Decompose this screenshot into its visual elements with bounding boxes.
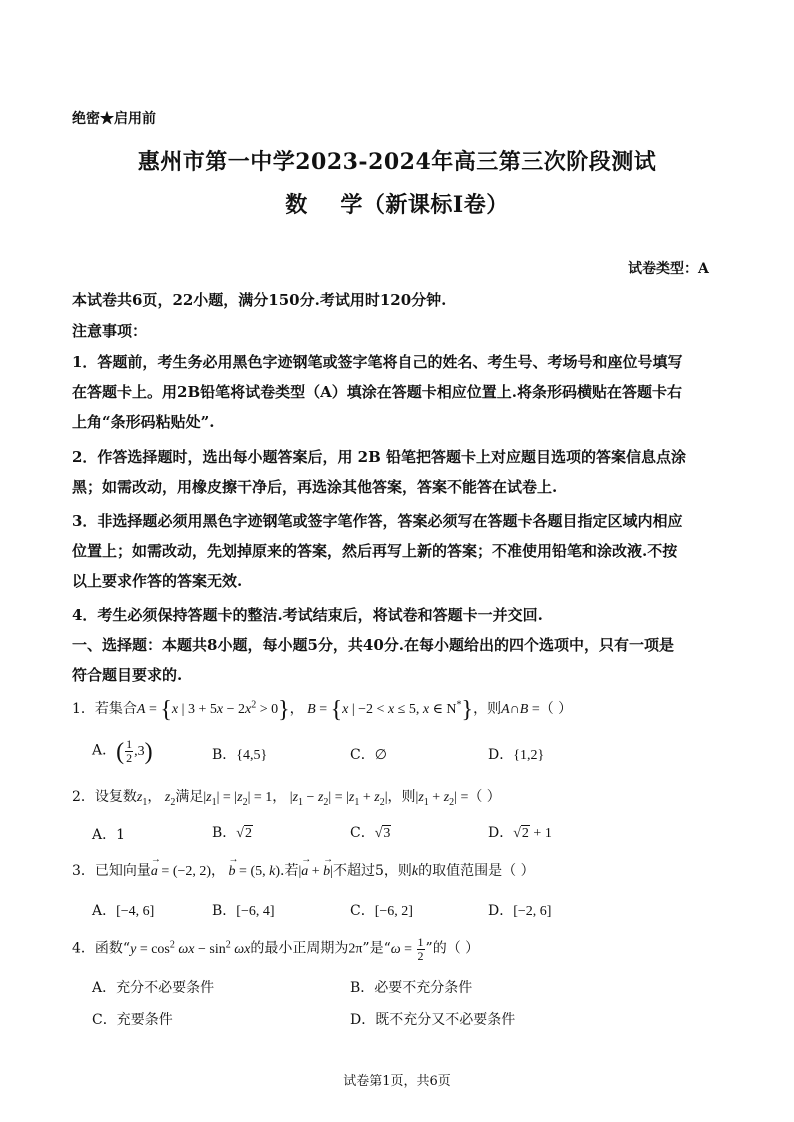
q1-set-b: B = {x | −2 < x ≤ 5, x ∈ N*} xyxy=(307,697,474,723)
q3-k: k xyxy=(411,864,419,879)
q2-z1: $z_1$ xyxy=(136,790,148,808)
q1-text-1: 若集合 xyxy=(94,701,137,718)
q2-z2: $z_2$ xyxy=(164,790,176,808)
q2-text-1: 设复数 xyxy=(94,789,137,805)
q2-option-b[interactable]: B．√2 xyxy=(212,825,252,841)
q3-text-4: 不超过5，则 xyxy=(332,863,412,879)
paper-title: 惠州市第一中学2023-2024年高三第三次阶段测试 xyxy=(137,149,657,175)
q3-option-b[interactable]: B．[−6, 4] xyxy=(212,903,275,919)
q1-option-b[interactable]: B．{4,5} xyxy=(212,747,268,763)
notice-4: 4．考生必须保持答题卡的整洁.考试结束后，将试卷和答题卡一并交回. xyxy=(72,606,543,624)
notice-2-line-2: 黑；如需改动，用橡皮擦干净后，再选涂其他答案，答案不能答在试卷上. xyxy=(72,478,558,496)
q2-text-2: ， xyxy=(147,789,162,805)
q1-expr: A∩B = xyxy=(501,702,540,718)
q1-option-a[interactable]: A．( $\frac{1}{2}$ ,3) xyxy=(92,737,153,765)
q3-text-3: .若 xyxy=(280,863,299,879)
q4-option-b[interactable]: B．必要不充分条件 xyxy=(350,980,473,996)
q1-text-3: ，则 xyxy=(473,701,502,718)
q4-option-a[interactable]: A．充分不必要条件 xyxy=(92,980,215,996)
q2-option-c[interactable]: C．√3 xyxy=(350,825,391,841)
q2-option-d[interactable]: D．√2 + 1 xyxy=(488,825,552,841)
question-2 xyxy=(72,786,501,808)
secret-label: 绝密★启用前 xyxy=(72,111,156,127)
notice-3-line-1: 3．非选择题必须用黑色字迹钢笔或签字笔作答，答案必须写在答题卡各题目指定区域内相应 xyxy=(72,512,683,530)
paper-type: 试卷类型：A xyxy=(628,261,709,277)
q4-option-c[interactable]: C．充要条件 xyxy=(92,1012,173,1028)
q3-text-2: ， xyxy=(211,863,226,879)
q4-text-1: 函数“ xyxy=(94,940,131,957)
q2-text-5: ，则 xyxy=(387,789,416,805)
q1-num: 1． xyxy=(72,701,95,718)
q4-num: 4． xyxy=(72,940,95,957)
q4-omega: ω = $\frac{1}{2}$ xyxy=(390,935,424,963)
notice-2-line-1: 2．作答选择题时，选出每小题答案后，用 2B 铅笔把答题卡上对应题目选项的答案信息点涂 xyxy=(72,448,687,466)
q3-text-5: 的取值范围是（ ） xyxy=(418,863,535,879)
notice-3-line-2: 位置上；如需改动，先划掉原来的答案，然后再写上新的答案；不准使用铅笔和涂改液.不按 xyxy=(72,542,678,560)
q3-num: 3． xyxy=(72,863,95,879)
intro-line: 本试卷共6页，22小题，满分150分.考试用时120分钟. xyxy=(72,291,447,309)
q3-vector-a: → a = (−2, 2) xyxy=(151,864,211,879)
notice-3-line-3: 以上要求作答的答案无效. xyxy=(72,572,243,590)
notice-title: 注意事项： xyxy=(72,322,148,340)
page-footer: 试卷第1页，共6页 xyxy=(343,1074,451,1089)
question-4 xyxy=(72,936,479,963)
q4-text-3: ”是“ xyxy=(362,940,391,957)
q2-text-4: ， xyxy=(272,789,287,805)
question-3 xyxy=(72,860,535,880)
q1-option-c[interactable]: C．∅ xyxy=(350,747,387,763)
section-1-line-2: 符合题目要求的. xyxy=(72,666,183,684)
q1-text-4: （ ） xyxy=(539,701,573,718)
section-1-line-1: 一、选择题：本题共8小题，每小题5分，共40分.在每小题给出的四个选项中，只有一项是 xyxy=(72,636,674,654)
notice-1-line-1: 1．答题前，考生务必用黑色字迹钢笔或签字笔将自己的姓名、考生号、考场号和座位号填写 xyxy=(72,353,683,371)
q3-vector-b: → b = (5, k) xyxy=(225,864,280,879)
q4-text-2: 的最小正周期为 xyxy=(250,940,349,957)
q1-set-a: A = {x | $3 + 5x - 2x^2 > 0$} xyxy=(136,697,290,723)
q3-option-a[interactable]: A．[−4, 6] xyxy=(92,903,155,919)
paper-subtitle: 数 学（新课标I卷） xyxy=(285,192,509,218)
q3-option-d[interactable]: D．[−2, 6] xyxy=(488,903,552,919)
q2-cond-1: $|z_1| = |z_2| = 1$ xyxy=(203,790,273,808)
q2-text-3: 满足 xyxy=(175,789,204,805)
question-1 xyxy=(72,698,572,722)
q3-abs: |→ a + → b| xyxy=(298,864,333,879)
q2-num: 2． xyxy=(72,789,95,805)
q1-option-d[interactable]: D．{1,2} xyxy=(488,747,545,763)
notice-1-line-3: 上角“条形码粘贴处”. xyxy=(72,413,215,431)
q2-option-a[interactable]: A．1 xyxy=(92,827,126,843)
notice-1-line-2: 在答题卡上。用2B铅笔将试卷类型（A）填涂在答题卡相应位置上.将条形码横贴在答题卡右 xyxy=(72,383,682,401)
q3-option-c[interactable]: C．[−6, 2] xyxy=(350,903,413,919)
q2-cond-2: $|z_1 - z_2| = |z_1 + z_2|$ xyxy=(286,790,388,808)
q4-function: $y = \cos^2 \omega x - \sin^2 \omega x$ xyxy=(130,939,251,957)
q2-text-6: （ ） xyxy=(468,789,501,805)
q4-option-d[interactable]: D．既不充分又不必要条件 xyxy=(350,1012,516,1028)
q4-period: 2π xyxy=(348,941,363,957)
q4-text-4: ”的（ ） xyxy=(425,940,480,957)
q1-text-2: ， xyxy=(289,701,304,718)
q3-text-1: 已知向量 xyxy=(94,863,151,879)
q2-expr: $|z_1 + z_2|$ = xyxy=(415,790,469,808)
